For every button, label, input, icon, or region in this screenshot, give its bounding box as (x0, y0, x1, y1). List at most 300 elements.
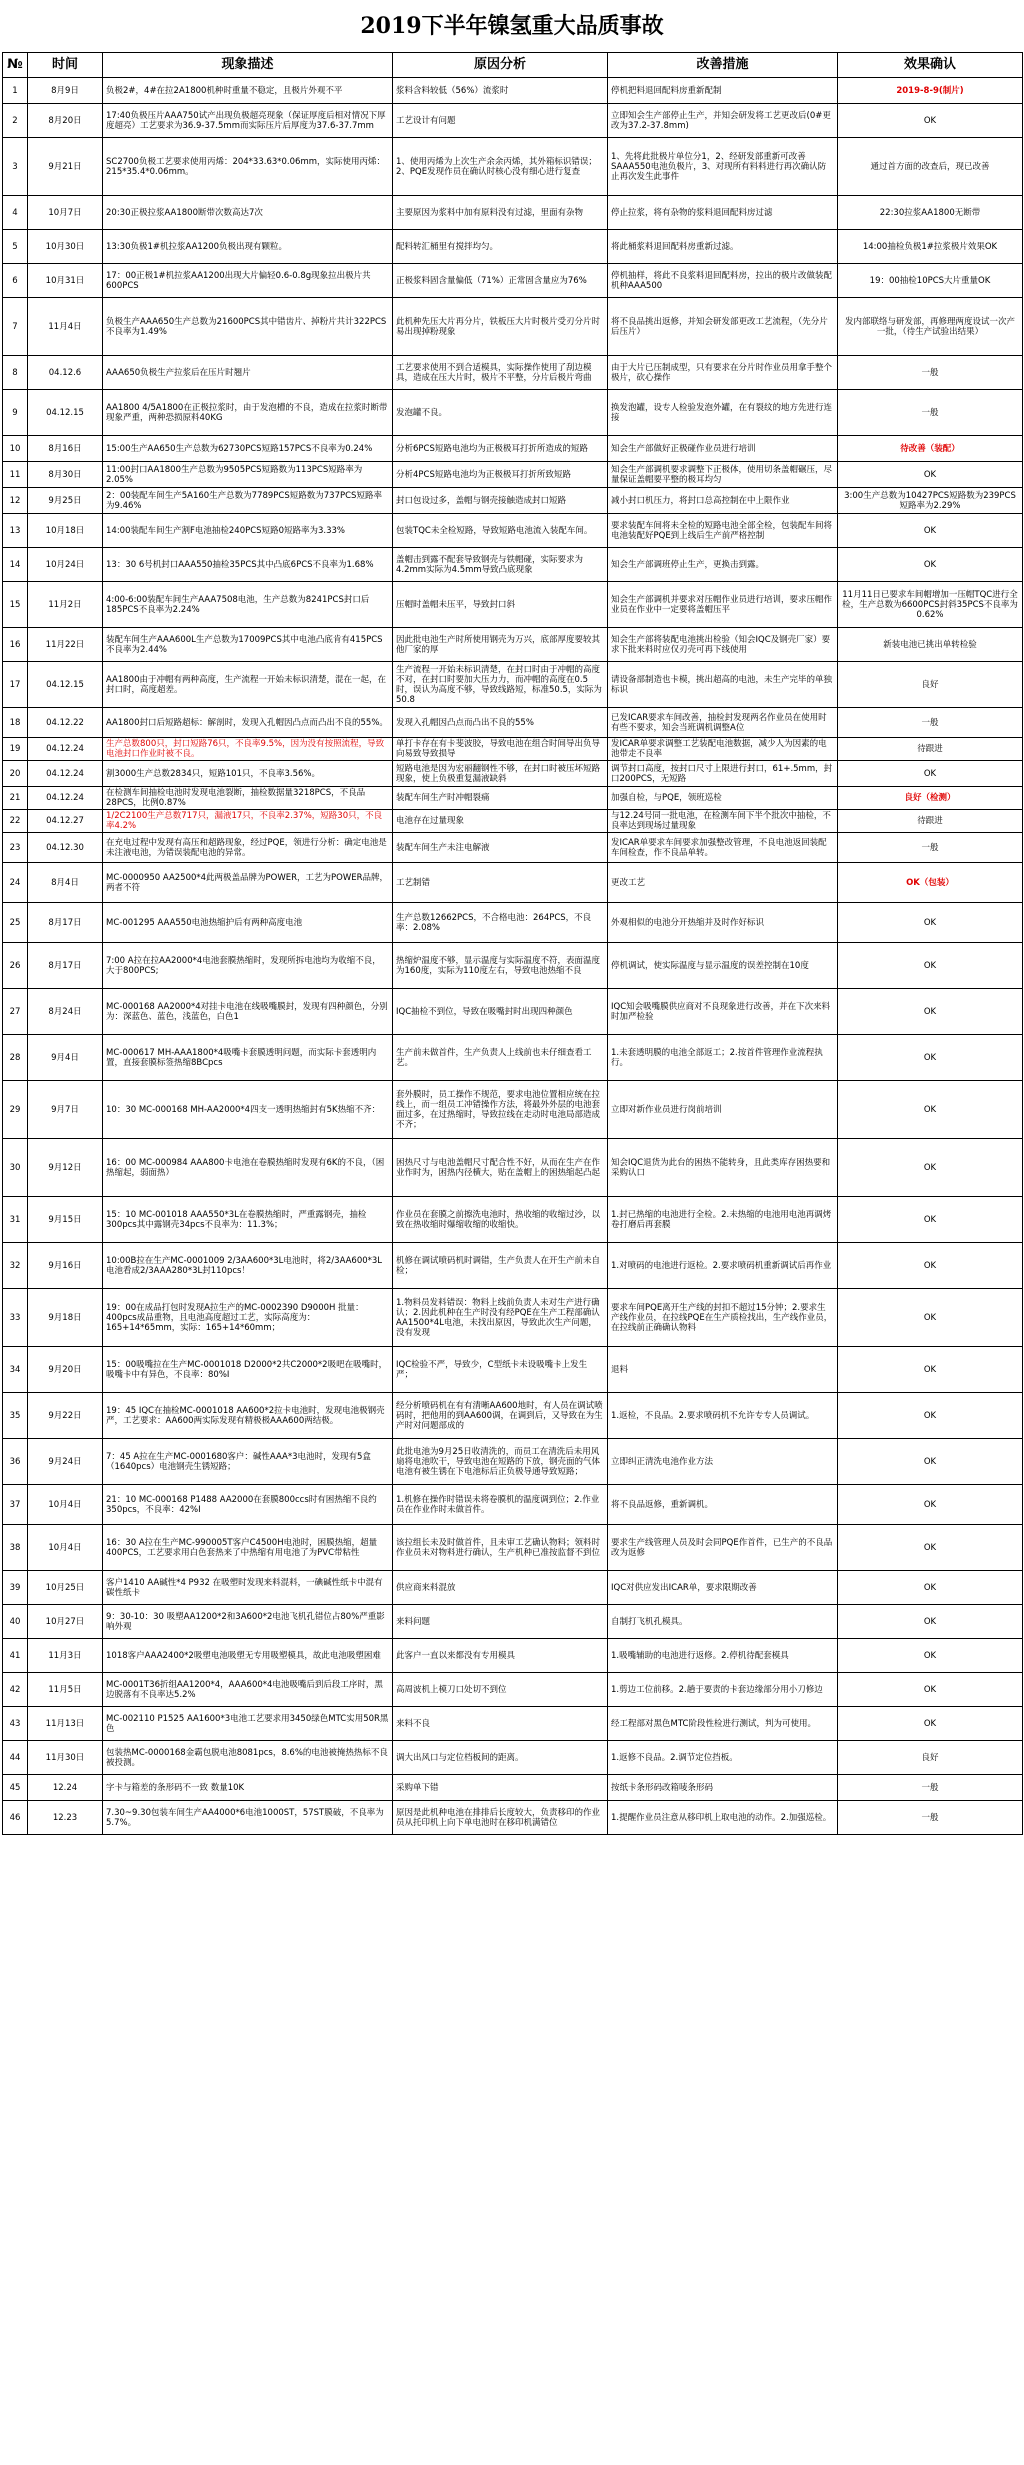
row-time: 9月18日 (28, 1289, 103, 1347)
row-result: OK (838, 548, 1023, 582)
row-time: 12.24 (28, 1775, 103, 1801)
table-row (3, 810, 1023, 833)
row-number: 26 (3, 943, 28, 989)
row-time: 11月3日 (28, 1639, 103, 1673)
row-number: 32 (3, 1243, 28, 1289)
row-improvement: 要求生产线管理人员及时会同PQE作首件，已生产的不良品改为返修 (608, 1525, 838, 1571)
row-cause: 包装TQC未全检短路，导致短路电池流入装配车间。 (393, 514, 608, 548)
row-description: 15：00吸嘴拉在生产MC-0001018 D2000*2共C2000*2吸吧在吸嘴时，吸嘴卡中有异色，不良率：80%I (103, 1347, 393, 1393)
row-improvement: 将不良品返修，重新调机。 (608, 1485, 838, 1525)
row-description: 15:00生产AA650生产总数为62730PCS短路157PCS不良率为0.24% (103, 436, 393, 462)
table-row (3, 833, 1023, 863)
row-result: 一般 (838, 1775, 1023, 1801)
row-description: 10：30 MC-000168 MH-AA2000*4四支一透明热缩封有5K热缩不齐： (103, 1081, 393, 1139)
row-description: 19：45 IQC在抽检MC-0001018 AA600*2拉卡电池时，发现电池极钢壳严，工艺要求：AA600两实际发现有精极极AAA600两结极。 (103, 1393, 393, 1439)
table-row (3, 1571, 1023, 1605)
table-row (3, 903, 1023, 943)
row-cause: 生产流程一开始未标识清楚，在封口时由于冲帽的高度不对，在封口时要加大压力力，而冲帽的高度在0.5时，误认为高度不够，导致线路短，标准50.5，实际为50.8 (393, 662, 608, 708)
table-row (3, 1439, 1023, 1485)
row-number: 5 (3, 230, 28, 264)
row-number: 28 (3, 1035, 28, 1081)
row-result: 良好（检测） (838, 787, 1023, 810)
row-improvement: 立即纠正清洗电池作业方法 (608, 1439, 838, 1485)
row-description: 19：00在成品打包时发现A拉生产的MC-0002390 D9000H 批量：400pcs成品重物，且电池高度超过工艺，实际高度为：165+14*65mm，实际：165+14*60mm； (103, 1289, 393, 1347)
row-number: 33 (3, 1289, 28, 1347)
row-result: OK (838, 1605, 1023, 1639)
row-improvement: 1.对喷码的电池进行返检。2.要求喷码机重新调试后再作业 (608, 1243, 838, 1289)
row-time: 10月18日 (28, 514, 103, 548)
row-number: 27 (3, 989, 28, 1035)
table-row (3, 1197, 1023, 1243)
row-result: OK (838, 462, 1023, 488)
table-row (3, 943, 1023, 989)
row-time: 8月4日 (28, 863, 103, 903)
row-description: 11:00封口AA1800生产总数为9505PCS短路数为113PCS短路率为2.05% (103, 462, 393, 488)
row-improvement: 1.返修不良品。2.调节定位挡板。 (608, 1741, 838, 1775)
row-improvement: 停机抽样，将此不良浆料退回配料房，拉出的极片改做装配机种AAA500 (608, 264, 838, 298)
row-description: 13:30负极1#机拉浆AA1200负极出现有颗粒。 (103, 230, 393, 264)
row-cause: IQC检验不严，导致少，C型纸卡未设吸嘴卡上发生严； (393, 1347, 608, 1393)
row-result: 一般 (838, 833, 1023, 863)
row-result: 一般 (838, 390, 1023, 436)
row-number: 36 (3, 1439, 28, 1485)
table-row (3, 514, 1023, 548)
row-number: 10 (3, 436, 28, 462)
row-time: 9月21日 (28, 138, 103, 196)
row-description: 9：30-10：30 吸塑AA1200*2和3A600*2电池飞机孔错位占80%严重影响外观 (103, 1605, 393, 1639)
row-cause: 分析4PCS短路电池均为正极极耳打折所致短路 (393, 462, 608, 488)
row-improvement: 1.提醒作业员注意从移印机上取电池的动作。2.加强巡检。 (608, 1801, 838, 1835)
row-cause: 盖帽击到露不配套导致钢壳与铁帽碰，实际要求为4.2mm实际为4.5mm导致凸底现象 (393, 548, 608, 582)
table-row (3, 1605, 1023, 1639)
row-time: 9月7日 (28, 1081, 103, 1139)
table-row (3, 462, 1023, 488)
row-improvement: 要求装配车间将未全检的短路电池全部全检，包装配车间将电池装配好PQE到上线后生产前严格控制 (608, 514, 838, 548)
row-cause: 机修在调试喷码机时调错，生产负责人在开生产前未自检； (393, 1243, 608, 1289)
row-description: 15：10 MC-001018 AAA550*3L在卷膜热缩时，严重露钢壳，抽检300pcs其中露钢壳34pcs不良率为：11.3%； (103, 1197, 393, 1243)
row-number: 21 (3, 787, 28, 810)
table-row (3, 662, 1023, 708)
row-number: 30 (3, 1139, 28, 1197)
row-number: 8 (3, 356, 28, 390)
row-improvement: 知会生产部做好正极碰作业员进行培训 (608, 436, 838, 462)
row-time: 10月4日 (28, 1485, 103, 1525)
row-cause: 热缩炉温度不够，显示温度与实际温度不符，表面温度为160度，实际为110度左右，导致电池热缩不良 (393, 943, 608, 989)
table-row (3, 196, 1023, 230)
table-row (3, 1035, 1023, 1081)
row-result: OK (838, 1485, 1023, 1525)
table-row (3, 1289, 1023, 1347)
row-time: 04.12.22 (28, 708, 103, 738)
table-row (3, 104, 1023, 138)
row-cause: 高周波机上模刀口处切不到位 (393, 1673, 608, 1707)
row-number: 22 (3, 810, 28, 833)
table-row (3, 1775, 1023, 1801)
row-improvement: 退料 (608, 1347, 838, 1393)
row-improvement: 更改工艺 (608, 863, 838, 903)
row-improvement: 知会生产部调机要求调整下正极体，使用切条盖帽碾压，尽量保证盖帽要平整的极耳均匀 (608, 462, 838, 488)
row-number: 14 (3, 548, 28, 582)
row-result: 19：00抽检10PCS大片重量OK (838, 264, 1023, 298)
row-improvement: IQC知会吸嘴膜供应商对不良现象进行改善，并在下次来料时加严检验 (608, 989, 838, 1035)
table-row (3, 1707, 1023, 1741)
row-description: 负极生产AAA650生产总数为21600PCS其中错齿片、掉粉片共计322PCS不良率为1.49% (103, 298, 393, 356)
row-result: 2019-8-9(制片) (838, 78, 1023, 104)
row-time: 10月25日 (28, 1571, 103, 1605)
row-time: 10月4日 (28, 1525, 103, 1571)
row-time: 04.12.27 (28, 810, 103, 833)
row-cause: 封口包设过多，盖帽与钢壳接触造成封口短路 (393, 488, 608, 514)
row-improvement: 知会生产部将装配电池挑出检验（知会IQC及钢壳厂家）要求下批来料时应仅刃壳可再下线使用 (608, 628, 838, 662)
row-description: 1018客户AAA2400*2吸塑电池吸塑无专用吸塑模具，故此电池吸塑困难 (103, 1639, 393, 1673)
row-time: 9月22日 (28, 1393, 103, 1439)
row-improvement: 知会生产部调机并要求对压帽作业员进行培训，要求压帽作业员在作业中一定要将盖帽压平 (608, 582, 838, 628)
row-cause: 困热尺寸与电池盖帽尺寸配合性不好，从而在生产在作业作时为，困热内径横大，贴在盖帽上的困热缩起凸起 (393, 1139, 608, 1197)
row-improvement: 将此桶浆料退回配料房重新过滤。 (608, 230, 838, 264)
row-cause: 电池存在过量现象 (393, 810, 608, 833)
row-cause: 装配车间生产时冲帽裂痛 (393, 787, 608, 810)
table-row (3, 1525, 1023, 1571)
table-row (3, 761, 1023, 787)
row-number: 19 (3, 738, 28, 761)
row-time: 8月20日 (28, 104, 103, 138)
row-description: AA1800由于冲帽有两种高度，生产流程一开始未标识清楚，混在一起，在封口时，高度超差。 (103, 662, 393, 708)
row-number: 46 (3, 1801, 28, 1835)
row-cause: 采购单下错 (393, 1775, 608, 1801)
row-cause: 生产前未做首件，生产负责人上线前也未仔细查看工艺。 (393, 1035, 608, 1081)
table-row (3, 787, 1023, 810)
row-description: 割3000生产总数2834只，短路101只，不良率3.56%。 (103, 761, 393, 787)
row-number: 3 (3, 138, 28, 196)
row-description: MC-000168 AA2000*4对挂卡电池在线吸嘴膜封，发现有四种颜色，分别为：深蓝色、蓝色，浅蓝色，白色1 (103, 989, 393, 1035)
row-description: 4:00-6:00装配车间生产AAA7508电池，生产总数为8241PCS封口后185PCS不良率为2.24% (103, 582, 393, 628)
row-result: 良好 (838, 1741, 1023, 1775)
row-number: 31 (3, 1197, 28, 1243)
row-time: 11月4日 (28, 298, 103, 356)
row-cause: 工艺设计有问题 (393, 104, 608, 138)
row-cause: 浆料含料较低（56%）流浆时 (393, 78, 608, 104)
row-time: 04.12.24 (28, 738, 103, 761)
row-cause: 1.物料员发料错误：物料上线前负责人未对生产进行确认；2.因此机种在生产时没有经PQE在生产工程部确认AA1500*4L电池，未找出原因，导致此次生产问题，没有发现 (393, 1289, 608, 1347)
row-cause: 套外膜时，员工操作不规范，要求电池位置相应统在拉线上，而一组员工冲错操作方法，将最外外层的电池套面过多，在过热缩时，导致拉线在走动时电池局部造成不齐； (393, 1081, 608, 1139)
row-result: 一般 (838, 1801, 1023, 1835)
row-improvement: 1.剪边工位前移。2.趟于要责的卡套边缘部分用小刀修边 (608, 1673, 838, 1707)
row-improvement: 减小封口机压力，将封口总高控制在中上限作业 (608, 488, 838, 514)
table-row (3, 298, 1023, 356)
row-improvement: 要求车间PQE离开生产线的封扣不超过15分钟；2.要求生产线作业员，在拉线PQE在生产质检找出，生产线作业员，在拉线前正确确认物料 (608, 1289, 838, 1347)
row-number: 44 (3, 1741, 28, 1775)
row-number: 9 (3, 390, 28, 436)
row-time: 9月15日 (28, 1197, 103, 1243)
row-number: 34 (3, 1347, 28, 1393)
row-result: OK（包装） (838, 863, 1023, 903)
row-time: 11月5日 (28, 1673, 103, 1707)
row-improvement: 停机调试，使实际温度与显示温度的误差控制在10度 (608, 943, 838, 989)
row-cause: 发现入孔帽因凸点而凸出不良的55% (393, 708, 608, 738)
row-improvement: 由于大片已压制成型，只有要求在分片时作业员用拿手整个极片，砍心操作 (608, 356, 838, 390)
row-description: 在检测车间抽检电池时发现电池裂断，抽检数据量3218PCS，不良品28PCS，比例0.87% (103, 787, 393, 810)
row-time: 10月31日 (28, 264, 103, 298)
table-row (3, 436, 1023, 462)
row-improvement: 立即知会生产部停止生产，并知会研发将工艺更改后(0#更改为37.2-37.8mm) (608, 104, 838, 138)
row-time: 11月2日 (28, 582, 103, 628)
row-description: 16：30 A拉在生产MC-990005T客户C4500H电池时，困膜热缩，超量400PCS，工艺要求用白色套热来了中热缩有用电池了为PVC带粘性 (103, 1525, 393, 1571)
row-description: 装配车间生产AAA600L生产总数为17009PCS其中电池凸底肯有415PCS不良率为2.44% (103, 628, 393, 662)
header-improvement: 改善措施 (608, 53, 838, 78)
row-time: 8月30日 (28, 462, 103, 488)
row-cause: 作业员在套膜之前擦洗电池时，热收缩的收缩过沙，以致在热收缩时爆缩收缩的收缩快。 (393, 1197, 608, 1243)
row-cause: IQC抽检不到位，导致在吸嘴封时出现四种颜色 (393, 989, 608, 1035)
page-title: 2019下半年镍氢重大品质事故 (360, 13, 664, 39)
table-row (3, 582, 1023, 628)
row-result: 通过首方面的改查后，现已改善 (838, 138, 1023, 196)
row-improvement: 知会IQC退货为此台的困热不能转身，且此类库存困热要和采购认口 (608, 1139, 838, 1197)
row-description: 负极2#，4#在拉2A1800机种时重量不稳定，且极片外观不平 (103, 78, 393, 104)
row-cause: 压帽时盖帽未压平，导致封口斜 (393, 582, 608, 628)
row-time: 8月17日 (28, 943, 103, 989)
row-time: 04.12.24 (28, 787, 103, 810)
row-time: 11月30日 (28, 1741, 103, 1775)
row-description: MC-001295 AAA550电池热缩护后有两种高度电池 (103, 903, 393, 943)
table-row (3, 1393, 1023, 1439)
row-result: OK (838, 1081, 1023, 1139)
table-row (3, 863, 1023, 903)
row-number: 4 (3, 196, 28, 230)
row-cause: 调大出风口与定位档板间的距离。 (393, 1741, 608, 1775)
header-time: 时间 (28, 53, 103, 78)
row-time: 12.23 (28, 1801, 103, 1835)
row-improvement: 1、先将此批极片单位分1，2、经研发部重新可改善SAAA550电池负极片，3、对现所有料料进行再次确认防止再次发生此事件 (608, 138, 838, 196)
row-description: 2：00装配车间生产5A160生产总数为7789PCS短路数为737PCS短路率为9.46% (103, 488, 393, 514)
row-time: 10月27日 (28, 1605, 103, 1639)
table-row (3, 738, 1023, 761)
row-description: 1/2C2100生产总数717只，漏液17只，不良率2.37%，短路30只，不良率4.2% (103, 810, 393, 833)
table-row (3, 1081, 1023, 1139)
row-result: 新装电池已挑出单转检验 (838, 628, 1023, 662)
row-description: AA1800 4/5A1800在正极拉浆时，由于发泡槽的不良，造成在拉浆时断带现象严重，两种恐损原料40KG (103, 390, 393, 436)
row-improvement: 停机把料退回配料房重新配制 (608, 78, 838, 104)
row-description: 17：00正极1#机拉浆AA1200出现大片偏轻0.6-0.8g现象拉出极片共600PCS (103, 264, 393, 298)
row-number: 18 (3, 708, 28, 738)
row-number: 43 (3, 1707, 28, 1741)
row-cause: 该拉组长未及时做首件，且未审工艺确认物料；领料时作业员未对物料进行确认，生产机种已准按监督不到位 (393, 1525, 608, 1571)
row-number: 23 (3, 833, 28, 863)
table-row (3, 1243, 1023, 1289)
row-time: 04.12.30 (28, 833, 103, 863)
row-number: 13 (3, 514, 28, 548)
table-row (3, 1673, 1023, 1707)
row-cause: 经分析喷码机在有有清晰AA600地时，有人员在调试喷码时，把他用的到AA600调，在调到后，又导致在为生产时对问题部成的 (393, 1393, 608, 1439)
row-time: 10月7日 (28, 196, 103, 230)
row-cause: 来料问题 (393, 1605, 608, 1639)
row-cause: 分析6PCS短路电池均为正极极耳打折所造成的短路 (393, 436, 608, 462)
row-description: 16：00 MC-000984 AAA800卡电池在卷膜热缩时发现有6K的不良，（困热缩起，弱面热） (103, 1139, 393, 1197)
row-cause: 此机种先压大片再分片，铁板压大片时极片受刃分片时易出现掉粉现象 (393, 298, 608, 356)
row-result: OK (838, 1525, 1023, 1571)
row-cause: 来料不良 (393, 1707, 608, 1741)
row-time: 9月24日 (28, 1439, 103, 1485)
row-time: 9月12日 (28, 1139, 103, 1197)
header-no: № (3, 53, 28, 78)
header-row (3, 53, 1023, 78)
row-number: 25 (3, 903, 28, 943)
table-row (3, 1801, 1023, 1835)
row-description: 21：10 MC-000168 P1488 AA2000在套膜800ccs时有困热缩不良约350pcs，不良率：42%I (103, 1485, 393, 1525)
row-time: 9月25日 (28, 488, 103, 514)
table-row (3, 390, 1023, 436)
row-description: 客户1410 AA碱性*4 P932 在吸塑时发现来料混料，一碘碱性纸卡中混有碳性纸卡 (103, 1571, 393, 1605)
row-improvement: 1.未套透明膜的电池全部返工；2.按首件管理作业流程执行。 (608, 1035, 838, 1081)
row-time: 9月16日 (28, 1243, 103, 1289)
row-result: 一般 (838, 708, 1023, 738)
row-number: 24 (3, 863, 28, 903)
row-time: 8月24日 (28, 989, 103, 1035)
table-row (3, 1139, 1023, 1197)
header-cause: 原因分析 (393, 53, 608, 78)
row-result: OK (838, 761, 1023, 787)
row-result: OK (838, 104, 1023, 138)
row-result: OK (838, 1197, 1023, 1243)
row-result: OK (838, 1139, 1023, 1197)
row-description: AA1800封口后短路超标：解剖时，发现入孔帽因凸点而凸出不良的55%。 (103, 708, 393, 738)
row-description: MC-000617 MH-AAA1800*4吸嘴卡套膜透明问题，而实际卡套透明内置，直接套膜标签热缩8BCpcs (103, 1035, 393, 1081)
row-number: 29 (3, 1081, 28, 1139)
row-number: 11 (3, 462, 28, 488)
row-number: 45 (3, 1775, 28, 1801)
table-row (3, 356, 1023, 390)
row-description: SC2700负极工艺要求使用丙烯：204*33.63*0.06mm，实际使用丙烯：215*35.4*0.06mm。 (103, 138, 393, 196)
row-description: MC-0000950 AA2500*4此两极盖品牌为POWER，工艺为POWER品牌，两者不符 (103, 863, 393, 903)
row-description: 10:00B拉在生产MC-0001009 2/3AA600*3L电池时，将2/3AA600*3L电池看成2/3AAA280*3L封110pcs！ (103, 1243, 393, 1289)
row-cause: 工艺制错 (393, 863, 608, 903)
row-number: 7 (3, 298, 28, 356)
row-result: 发内部联络与研发部，再修理两度设试一次产一批，（待生产试验出结果） (838, 298, 1023, 356)
row-improvement: 发ICAR单要求车间要求加强整改管理，不良电池返回装配车间检查，作不良品单转。 (608, 833, 838, 863)
row-time: 04.12.15 (28, 390, 103, 436)
row-description: MC-002110 P1525 AA1600*3电池工艺要求用3450绿色MTC实用50R黑色 (103, 1707, 393, 1741)
row-description: 7：45 A拉在生产MC-0001680客户：碱性AAA*3电池时，发现有5盒（1640pcs）电池钢壳生锈短路； (103, 1439, 393, 1485)
row-cause: 此批电池为9月25日收清洗的，而员工在清洗后未用风扇将电池吹干，导致电池在短路的下放，钢壳面的气体电池有被生锈在下电池标后正负极导通导致短路； (393, 1439, 608, 1485)
row-time: 8月17日 (28, 903, 103, 943)
row-number: 2 (3, 104, 28, 138)
row-number: 15 (3, 582, 28, 628)
row-improvement: 1.封已热缩的电池进行全检。2.未热缩的电池用电池再调烤卷打磨后再套膜 (608, 1197, 838, 1243)
row-description: 包装热MC-0000168金霸包脱电池8081pcs，8.6%的电池被掩热热标不良被投测。 (103, 1741, 393, 1775)
row-description: 17:40负极压片AAA750试产出现负极超亮现象（保证厚度后相对情况下厚度超亮）工艺要求为36.9-37.5mm而实际压片后厚度为37.6-37.7mm (103, 104, 393, 138)
row-result: OK (838, 1243, 1023, 1289)
row-cause: 短路电池是因为宏丽翻钢性不够，在封口时被压坏短路现象，使上负极重复漏液缺斜 (393, 761, 608, 787)
table-row (3, 1347, 1023, 1393)
row-number: 38 (3, 1525, 28, 1571)
row-result: OK (838, 989, 1023, 1035)
row-improvement: 外观相似的电池分开热缩并及时作好标识 (608, 903, 838, 943)
row-improvement: IQC对供应发出ICAR单，要求限期改善 (608, 1571, 838, 1605)
row-description: 生产总数800只，封口短路76只，不良率9.5%，因为没有按照流程，导致电池封口作业时被不良。 (103, 738, 393, 761)
row-improvement: 调节封口高度，按封口尺寸上限进行封口，61+.5mm，封口200PCS，无短路 (608, 761, 838, 787)
table-row (3, 708, 1023, 738)
row-description: 20:30正极拉浆AA1800断带次数高达7次 (103, 196, 393, 230)
row-cause: 发泡罐不良。 (393, 390, 608, 436)
row-number: 40 (3, 1605, 28, 1639)
table-row (3, 78, 1023, 104)
row-improvement: 加强自检，与PQE，领班巡检 (608, 787, 838, 810)
row-description: 14:00装配车间生产割F电池抽检240PCS短路0短路率为3.33% (103, 514, 393, 548)
row-improvement: 立即对新作业员进行岗前培训 (608, 1081, 838, 1139)
row-result: OK (838, 1393, 1023, 1439)
row-cause: 1、使用丙烯为上次生产余余丙烯，其外箱标识错误；2、PQE发现作员在确认时核心没有细心进行复查 (393, 138, 608, 196)
row-cause: 工艺要求使用不到合适模具，实际操作使用了刮边模具，造成在压大片时，极片不平整，分片后极片弯曲 (393, 356, 608, 390)
row-cause: 正极浆料固含量偏低（71%）正常固含量应为76% (393, 264, 608, 298)
row-cause: 1.机修在操作时错误未将卷膜机的温度调到位；2.作业员在作业作时未做首件。 (393, 1485, 608, 1525)
table-row (3, 628, 1023, 662)
row-number: 20 (3, 761, 28, 787)
table-row (3, 138, 1023, 196)
row-time: 10月30日 (28, 230, 103, 264)
row-description: 13：30 6号机封口AAA550抽检35PCS其中凸底6PCS不良率为1.68% (103, 548, 393, 582)
row-number: 1 (3, 78, 28, 104)
header-result: 效果确认 (838, 53, 1023, 78)
incident-table (2, 52, 1023, 1835)
table-row (3, 1639, 1023, 1673)
row-time: 04.12.15 (28, 662, 103, 708)
row-description: 7.30~9.30包装车间生产AA4000*6电池1000ST，57ST膜破，不良率为5.7%。 (103, 1801, 393, 1835)
row-result: OK (838, 903, 1023, 943)
row-result: 待跟进 (838, 738, 1023, 761)
row-time: 11月22日 (28, 628, 103, 662)
row-result: 11月11日已要求车间帽增加一压帽TQC进行全检，生产总数为6600PCS封斜35PCS不良率为0.62% (838, 582, 1023, 628)
row-result: OK (838, 1347, 1023, 1393)
row-improvement: 将不良品挑出返修，并知会研发部更改工艺流程，（先分片后压片） (608, 298, 838, 356)
row-description: 字卡与箱差的条形码不一致 数量10K (103, 1775, 393, 1801)
table-row (3, 989, 1023, 1035)
row-improvement: 经工程部对黑色MTC阶段性检进行测试，判为可使用。 (608, 1707, 838, 1741)
table-row (3, 488, 1023, 514)
row-result: 22:30拉浆AA1800无断带 (838, 196, 1023, 230)
row-number: 6 (3, 264, 28, 298)
row-result: OK (838, 1289, 1023, 1347)
row-improvement: 与12.24号同一批电池，在检测车间下半个批次中抽检，不良率达到现场过量现象 (608, 810, 838, 833)
table-row (3, 264, 1023, 298)
row-result: OK (838, 1035, 1023, 1081)
row-result: 良好 (838, 662, 1023, 708)
row-result: 3:00生产总数为10427PCS短路数为239PCS短路率为2.29% (838, 488, 1023, 514)
row-cause: 因此批电池生产时所使用钢壳为万兴，底部厚度要较其他厂家的厚 (393, 628, 608, 662)
row-result: 待跟进 (838, 810, 1023, 833)
row-number: 39 (3, 1571, 28, 1605)
row-improvement: 请设备部制造也卡模，挑出超高的电池，未生产完毕的单独标识 (608, 662, 838, 708)
row-result: OK (838, 514, 1023, 548)
row-time: 04.12.24 (28, 761, 103, 787)
row-cause: 原因是此机种电池在排排后长度较大，负责移印的作业员从托印机上向下单电池时在移印机满错位 (393, 1801, 608, 1835)
row-time: 9月4日 (28, 1035, 103, 1081)
row-time: 8月9日 (28, 78, 103, 104)
row-cause: 供应商来料混放 (393, 1571, 608, 1605)
row-result: OK (838, 1639, 1023, 1673)
row-result: 14:00抽检负极1#拉浆极片效果OK (838, 230, 1023, 264)
row-improvement: 知会生产部调班停止生产，更换击到露。 (608, 548, 838, 582)
row-time: 11月13日 (28, 1707, 103, 1741)
header-description: 现象描述 (103, 53, 393, 78)
row-result: OK (838, 1707, 1023, 1741)
table-row (3, 1741, 1023, 1775)
row-number: 16 (3, 628, 28, 662)
table-row (3, 230, 1023, 264)
row-description: AAA650负极生产拉浆后在压片时翘片 (103, 356, 393, 390)
row-number: 17 (3, 662, 28, 708)
row-improvement: 按纸卡条形码改箱唛条形码 (608, 1775, 838, 1801)
row-cause: 配料转汇桶里有搅拌均匀。 (393, 230, 608, 264)
row-time: 8月16日 (28, 436, 103, 462)
